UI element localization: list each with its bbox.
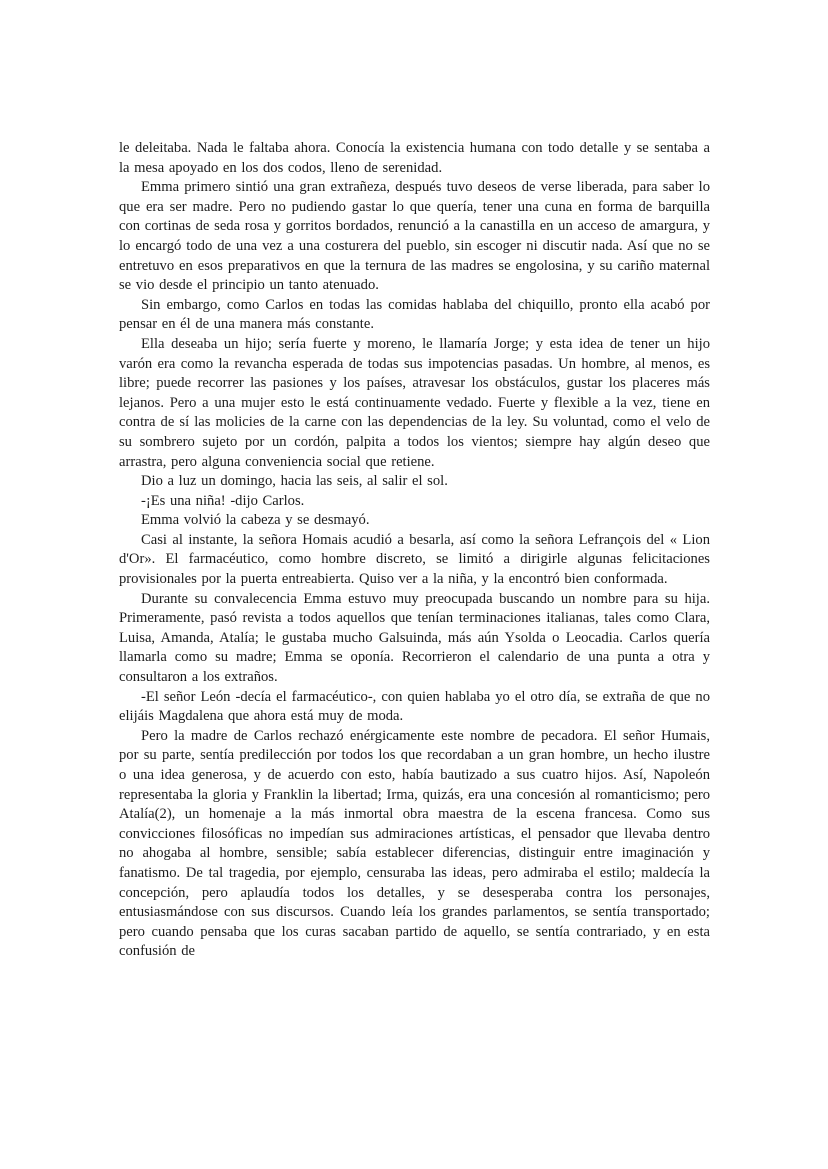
paragraph-casi-al-instante: Casi al instante, la señora Homais acudió a besarla, así como la señora Lefrançois del « Lion d'Or». El farmacéutico, como hombre discreto, se limitó a dirigirle algunas felicitaciones provisionales por la puerta entreabierta. Quiso ver a la niña, y la encontró bien conformada. xyxy=(119,531,710,588)
page-text xyxy=(119,139,710,962)
paragraph-dialog-senor-leon: -El señor León -decía el farmacéutico-, con quien hablaba yo el otro día, se extraña de que no elijáis Magdalena que ahora está muy de moda. xyxy=(119,688,710,725)
paragraph-continuation: le deleitaba. Nada le faltaba ahora. Conocía la existencia humana con todo detalle y se sentaba a la mesa apoyado en los dos codos, lleno de serenidad. xyxy=(119,140,710,176)
paragraph-madre-de-carlos: Pero la madre de Carlos rechazó enérgicamente este nombre de pecadora. El señor Humais, por su parte, sentía predilección por todos los que recordaban a un gran hombre, un hecho ilustre o una idea generosa, y de acuerdo con esto, había bautizado a sus cuatro hijos. Así, Napoleón representaba la gloria y Franklin la libertad; Irma, quizás, era una concesión al romanticismo; pero Atalía(2), un homenaje a la más inmortal obra maestra de la escena francesa. Como sus convicciones filosóficas no impedían sus admiraciones artísticas, el pensador que llevaba dentro no ahogaba al hombre, sensible; sabía establecer diferencias, distinguir entre imaginación y fanatismo. De tal tragedia, por ejemplo, censuraba las ideas, pero admiraba el estilo; maldecía la concepción, pero aplaudía todos los detalles, y se desesperaba contra los personajes, entusiasmándose con sus discursos. Cuando leía los grandes parlamentos, se sentía transportado; pero cuando pensaba que los curas sacaban partido de aquello, se sentía contrariado, y en esta confusión de xyxy=(119,727,710,960)
paragraph-dio-a-luz: Dio a luz un domingo, hacia las seis, al salir el sol. xyxy=(141,473,448,490)
paragraph-emma-desmayo: Emma volvió la cabeza y se desmayó. xyxy=(141,512,370,529)
paragraph-dialog-es-una-nina: -¡Es una niña! -dijo Carlos. xyxy=(141,492,305,509)
paragraph-convalecencia: Durante su convalecencia Emma estuvo muy preocupada buscando un nombre para su hija. Primeramente, pasó revista a todos aquellos que tenían terminaciones italianas, tales como Clara, Luisa, Amanda, Atalía; le gustaba mucho Galsuinda, más aún Ysolda o Leocadia. Carlos quería llamarla como su madre; Emma se oponía. Recorrieron el calendario de una punta a otra y consultaron a los extraños. xyxy=(119,590,710,686)
paragraph-emma-extraneza: Emma primero sintió una gran extrañeza, después tuvo deseos de verse liberada, para saber lo que era ser madre. Pero no pudiendo gastar lo que quería, tener una cuna en forma de barquilla con cortinas de seda rosa y gorritos bordados, renunció a la canastilla en un acceso de amargura, y lo encargó todo de una vez a una costurera del pueblo, sin escoger ni discutir nada. Así que no se entretuvo en esos preparativos en que la ternura de las madres se engolosina, y su cariño maternal se vio desde el principio un tanto atenuado. xyxy=(119,179,710,294)
paragraph-sin-embargo: Sin embargo, como Carlos en todas las comidas hablaba del chiquillo, pronto ella acabó por pensar en él de una manera más constante. xyxy=(119,296,710,333)
paragraph-ella-deseaba: Ella deseaba un hijo; sería fuerte y moreno, le llamaría Jorge; y esta idea de tener un hijo varón era como la revancha esperada de todas sus impotencias pasadas. Un hombre, al menos, es libre; puede recorrer las pasiones y los países, atravesar los obstáculos, gustar los placeres más lejanos. Pero a una mujer esto le está continuamente vedado. Fuerte y flexible a la vez, tiene en contra de sí las molicies de la carne con las dependencias de la ley. Su voluntad, como el velo de su sombrero sujeto por un cordón, palpita a todos los vientos; siempre hay algún deseo que arrastra, pero alguna conveniencia social que retiene. xyxy=(119,335,710,470)
